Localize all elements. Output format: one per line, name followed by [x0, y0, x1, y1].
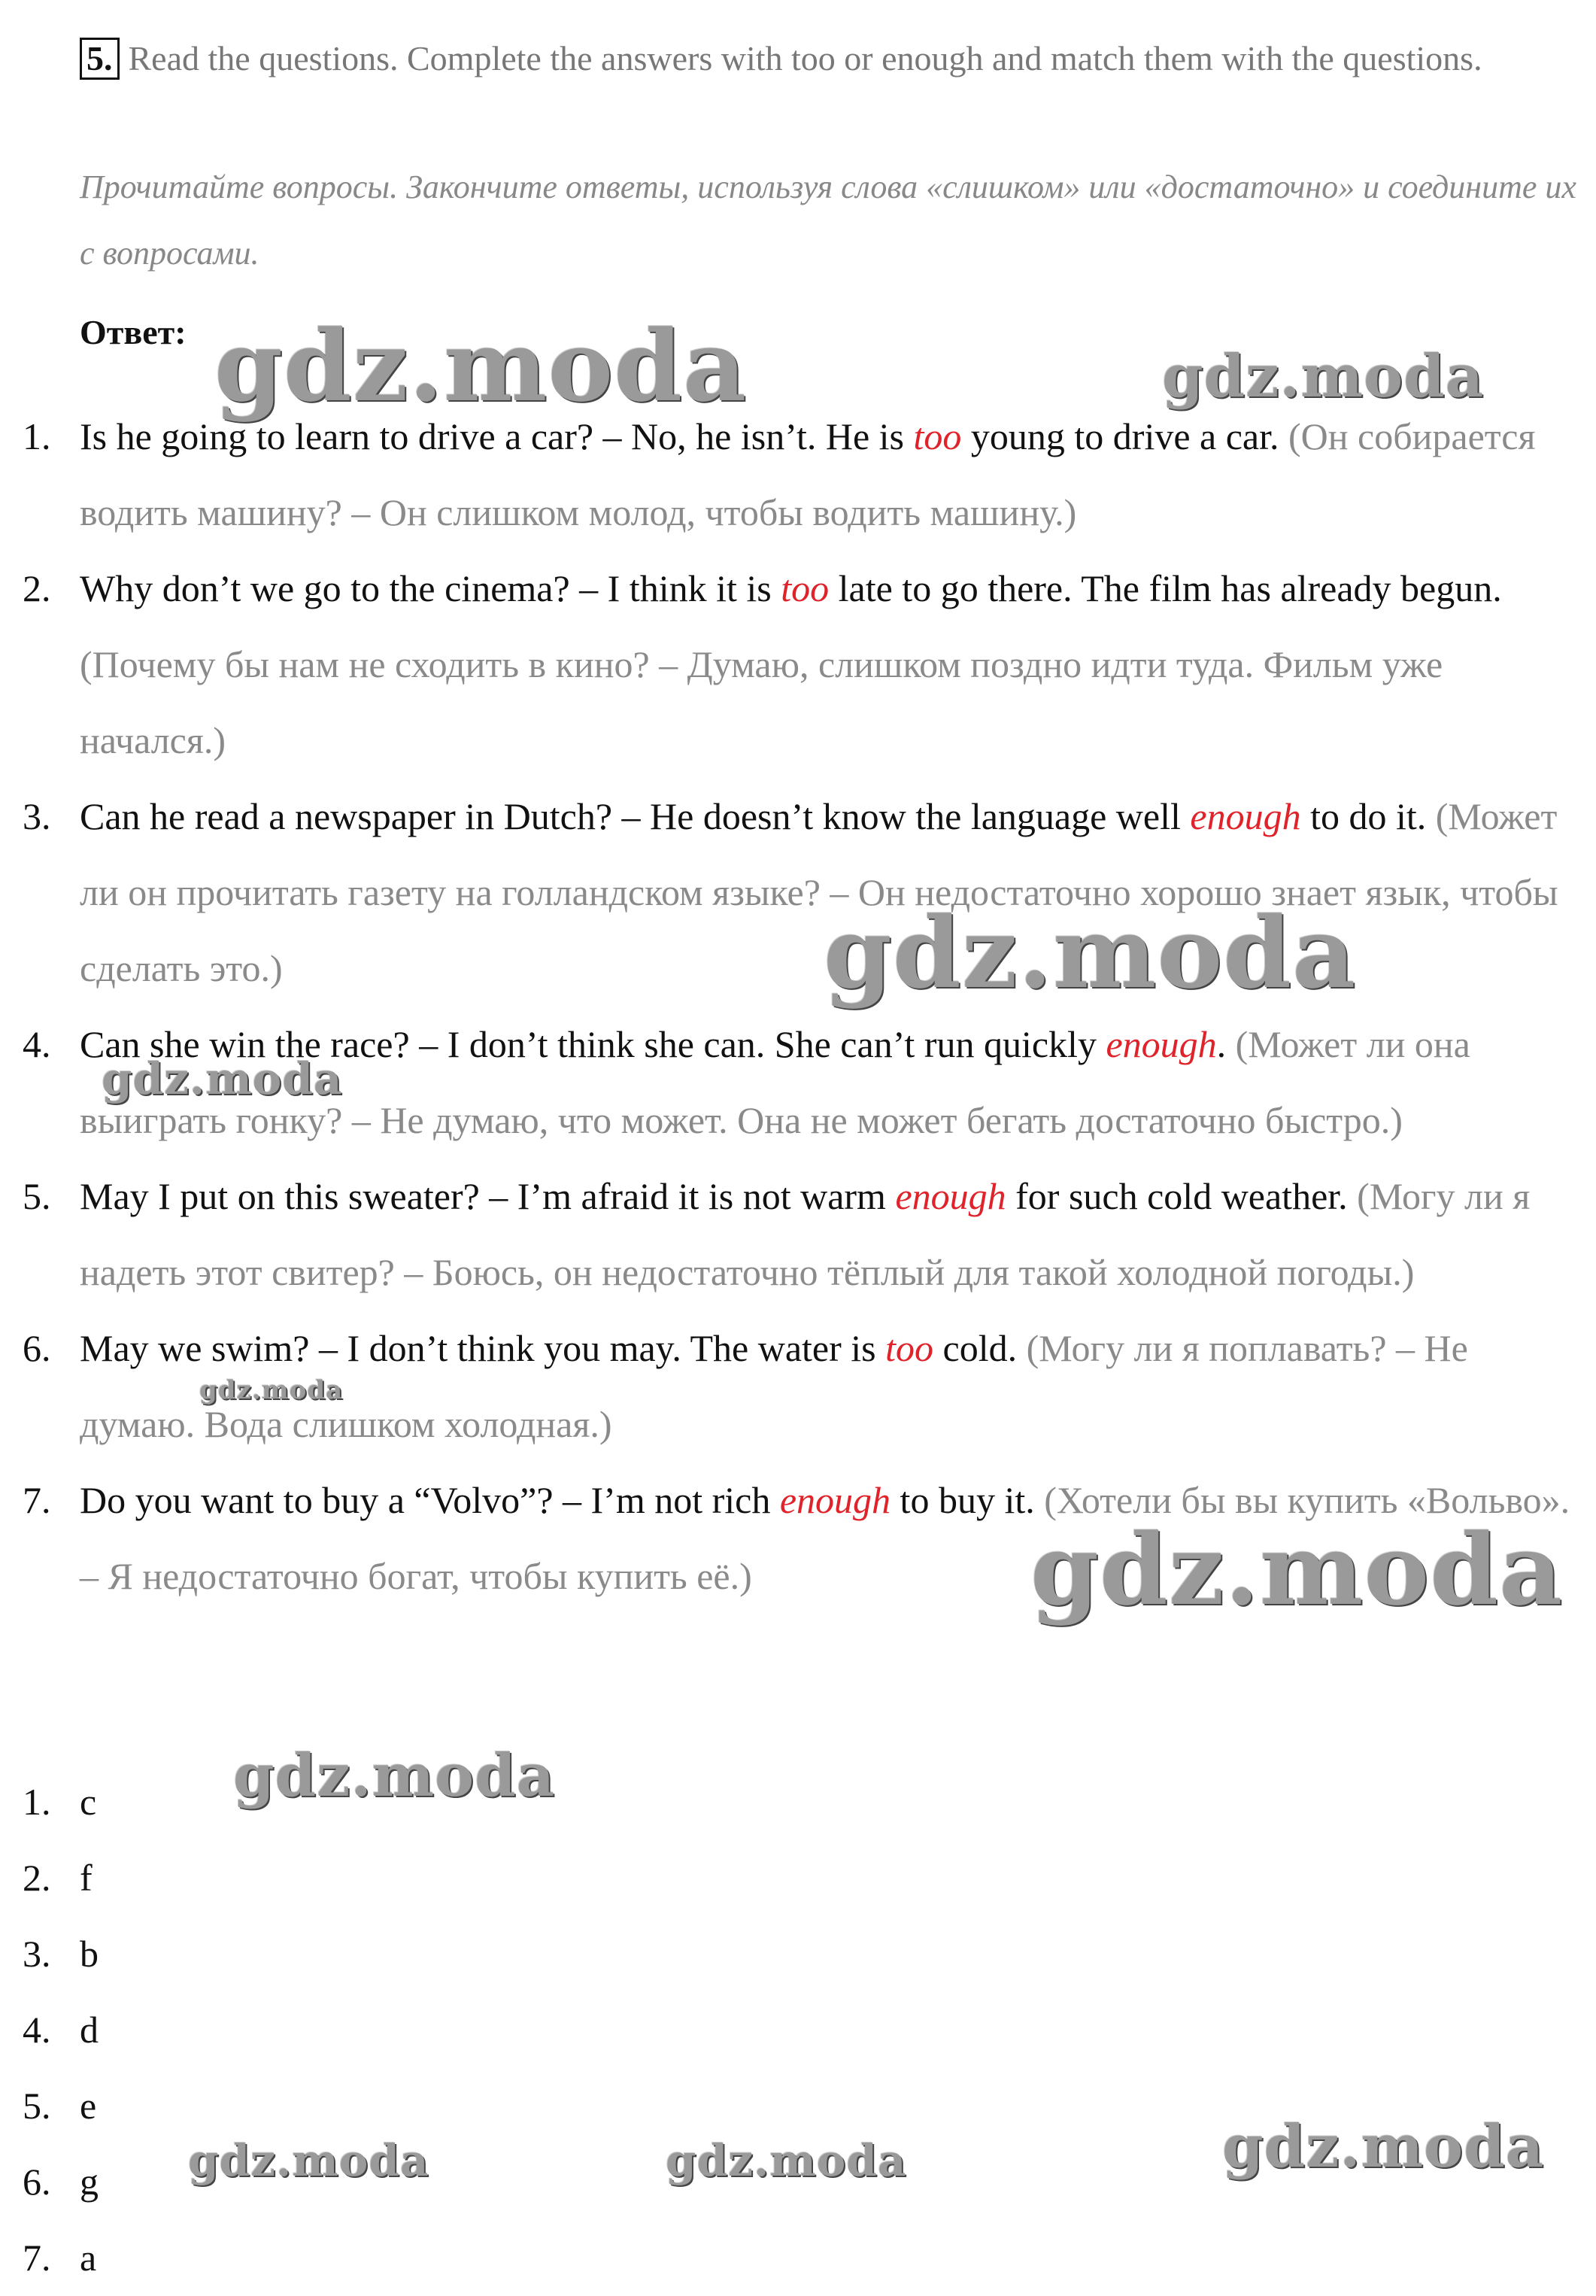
task-number: 5.: [80, 38, 120, 80]
match-number: 4.: [23, 2009, 51, 2051]
answer-highlight-word: enough: [1106, 1023, 1217, 1065]
answer-text-after: for such cold weather.: [1006, 1175, 1348, 1217]
match-number: 7.: [23, 2237, 51, 2279]
match-letter: b: [80, 1933, 99, 1975]
watermark: gdz.moda: [1030, 1512, 1564, 1627]
answer-number: 7.: [23, 1479, 51, 1521]
answer-item: [0, 551, 1596, 779]
answer-text-before: Can he read a newspaper in Dutch? – He doesn’t know the language well: [80, 795, 1191, 837]
answer-text-after: to buy it.: [891, 1479, 1035, 1521]
task-instruction-ru: Прочитайте вопросы. Закончите ответы, используя слова «слишком» или «достаточно» и соедините их с вопросами.: [80, 169, 1576, 272]
match-number: 2.: [23, 1857, 51, 1899]
answer-number: 2.: [23, 567, 51, 609]
answer-highlight-word: enough: [895, 1175, 1006, 1217]
match-letter: g: [80, 2161, 99, 2203]
answer-text-after: to do it.: [1300, 795, 1427, 837]
watermark: gdz.moda: [1222, 2112, 1545, 2181]
match-key-item: [0, 1840, 451, 1916]
match-number: 6.: [23, 2161, 51, 2203]
answer-translation: (Могу ли я надеть этот свитер? – Боюсь, он недостаточно тёплый для такой холодной погоды.): [80, 1175, 1531, 1293]
match-key-item: [0, 2068, 451, 2144]
watermark: gdz.moda: [1162, 342, 1485, 411]
match-letter: e: [80, 2085, 97, 2127]
match-letter: d: [80, 2009, 99, 2051]
answer-item: [0, 1159, 1596, 1310]
task-header: [80, 23, 1576, 95]
watermark: gdz.moda: [102, 1053, 343, 1104]
answer-highlight-word: too: [781, 567, 830, 609]
answer-text-before: Is he going to learn to drive a car? – No, he isn’t. He is: [80, 415, 914, 457]
answer-text-after: cold.: [933, 1327, 1018, 1369]
answer-translation: (Может ли она выиграть гонку? – Не думаю, что может. Она не может бегать достаточно быстро.): [80, 1023, 1470, 1141]
watermark: gdz.moda: [199, 1375, 344, 1405]
match-key-list: [0, 1764, 451, 2296]
match-letter: a: [80, 2237, 97, 2279]
answer-number: 5.: [23, 1175, 51, 1217]
answer-text-after: late to go there. The film has already begun.: [829, 567, 1502, 609]
watermark: gdz.moda: [214, 308, 748, 424]
match-number: 3.: [23, 1933, 51, 1975]
answer-number: 6.: [23, 1327, 51, 1369]
task-instruction-en: Read the questions. Complete the answers with too or enough and match them with the questions.: [128, 39, 1482, 77]
answer-translation: (Почему бы нам не сходить в кино? – Думаю, слишком поздно идти туда. Фильм уже начался.): [80, 643, 1443, 761]
answer-translation: (Хотели бы вы купить «Вольво». – Я недостаточно богат, чтобы купить её.): [80, 1479, 1570, 1597]
answer-item: [0, 779, 1596, 1007]
answer-text-before: Can she win the race? – I don’t think she can. She can’t run quickly: [80, 1023, 1106, 1065]
answer-number: 3.: [23, 795, 51, 837]
watermark: gdz.moda: [824, 895, 1357, 1010]
answer-text-before: Do you want to buy a “Volvo”? – I’m not rich: [80, 1479, 780, 1521]
answer-translation: (Он собирается водить машину? – Он слишком молод, чтобы водить машину.): [80, 415, 1536, 533]
watermark: gdz.moda: [233, 1742, 556, 1810]
watermark: gdz.moda: [666, 2135, 907, 2186]
answer-highlight-word: too: [885, 1327, 934, 1369]
answer-highlight-word: enough: [779, 1479, 891, 1521]
match-key-item: [0, 1992, 451, 2068]
answer-label: Ответ:: [80, 313, 187, 351]
match-key-item: [0, 2220, 451, 2296]
match-number: 5.: [23, 2085, 51, 2127]
match-key-item: [0, 1916, 451, 1992]
answer-text-before: May we swim? – I don’t think you may. The water is: [80, 1327, 886, 1369]
match-letter: f: [80, 1857, 93, 1899]
watermark: gdz.moda: [188, 2135, 429, 2186]
answer-highlight-word: too: [913, 415, 962, 457]
answer-number: 1.: [23, 415, 51, 457]
answer-number: 4.: [23, 1023, 51, 1065]
answer-text-before: May I put on this sweater? – I’m afraid it is not warm: [80, 1175, 896, 1217]
match-letter: c: [80, 1781, 97, 1823]
answer-translation: (Может ли он прочитать газету на голландском языке? – Он недостаточно хорошо знает язык, чтобы сделать это.): [80, 795, 1558, 989]
answer-highlight-word: enough: [1190, 795, 1301, 837]
match-number: 1.: [23, 1781, 51, 1823]
answer-translation: (Могу ли я поплавать? – Не думаю. Вода слишком холодная.): [80, 1327, 1468, 1445]
answer-text-before: Why don’t we go to the cinema? – I think it is: [80, 567, 781, 609]
answer-text-after: .: [1216, 1023, 1227, 1065]
answer-text-after: young to drive a car.: [961, 415, 1279, 457]
answer-list: [0, 399, 1596, 1614]
